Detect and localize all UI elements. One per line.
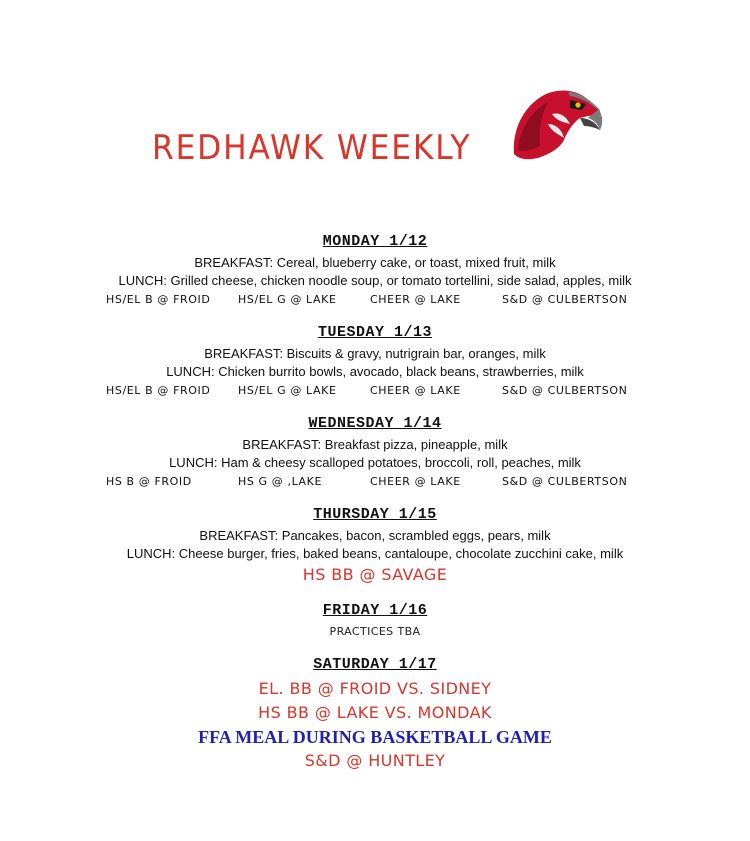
page-title: REDHAWK WEEKLY [152,128,472,168]
event-item: HS/EL B @ FROID [106,293,211,306]
event-item: S&D @ CULBERTSON [502,384,628,397]
event-item: HS/EL G @ LAKE [238,293,337,306]
breakfast-line: BREAKFAST: Breakfast pizza, pineapple, milk [242,437,508,452]
event-item: HS BB @ LAKE VS. MONDAK [258,703,492,722]
day-saturday [0,655,750,773]
day-thursday [0,505,750,587]
events-row [0,473,750,491]
event-item: S&D @ HUNTLEY [304,751,446,770]
lunch-line: LUNCH: Grilled cheese, chicken noodle soup, or tomato tortellini, side salad, apples, milk [118,273,632,288]
event-item: HS G @ ,LAKE [238,475,323,488]
event-item: CHEER @ LAKE [370,293,461,306]
practice-note: PRACTICES TBA [329,625,421,638]
event-item: HS/EL B @ FROID [106,384,211,397]
day-heading: SATURDAY 1/17 [313,656,437,673]
event-item: HS BB @ SAVAGE [302,565,448,584]
day-heading: WEDNESDAY 1/14 [308,415,442,432]
lunch-line: LUNCH: Chicken burrito bowls, avocado, black beans, strawberries, milk [166,364,584,379]
event-item: EL. BB @ FROID VS. SIDNEY [258,679,492,698]
event-item: S&D @ CULBERTSON [502,293,628,306]
event-item: CHEER @ LAKE [370,384,461,397]
header [0,0,750,200]
breakfast-line: BREAKFAST: Biscuits & gravy, nutrigrain bar, oranges, milk [204,346,546,361]
event-item: S&D @ CULBERTSON [502,475,628,488]
day-wednesday [0,414,750,491]
day-heading: THURSDAY 1/15 [313,506,437,523]
weekly-schedule [0,232,750,787]
redhawk-head-icon [508,84,604,162]
breakfast-line: BREAKFAST: Cereal, blueberry cake, or toast, mixed fruit, milk [194,255,556,270]
events-row [0,382,750,400]
event-item-highlight: FFA MEAL DURING BASKETBALL GAME [198,727,552,747]
day-friday [0,601,750,641]
day-tuesday [0,323,750,400]
day-monday [0,232,750,309]
day-heading: FRIDAY 1/16 [322,602,428,619]
event-item: HS/EL G @ LAKE [238,384,337,397]
lunch-line: LUNCH: Cheese burger, fries, baked beans, cantaloupe, chocolate zucchini cake, milk [126,546,624,561]
day-heading: TUESDAY 1/13 [317,324,433,341]
events-row [0,291,750,309]
breakfast-line: BREAKFAST: Pancakes, bacon, scrambled eggs, pears, milk [199,528,551,543]
day-heading: MONDAY 1/12 [322,233,428,250]
lunch-line: LUNCH: Ham & cheesy scalloped potatoes, broccoli, roll, peaches, milk [169,455,581,470]
event-item: HS B @ FROID [106,475,192,488]
event-item: CHEER @ LAKE [370,475,461,488]
